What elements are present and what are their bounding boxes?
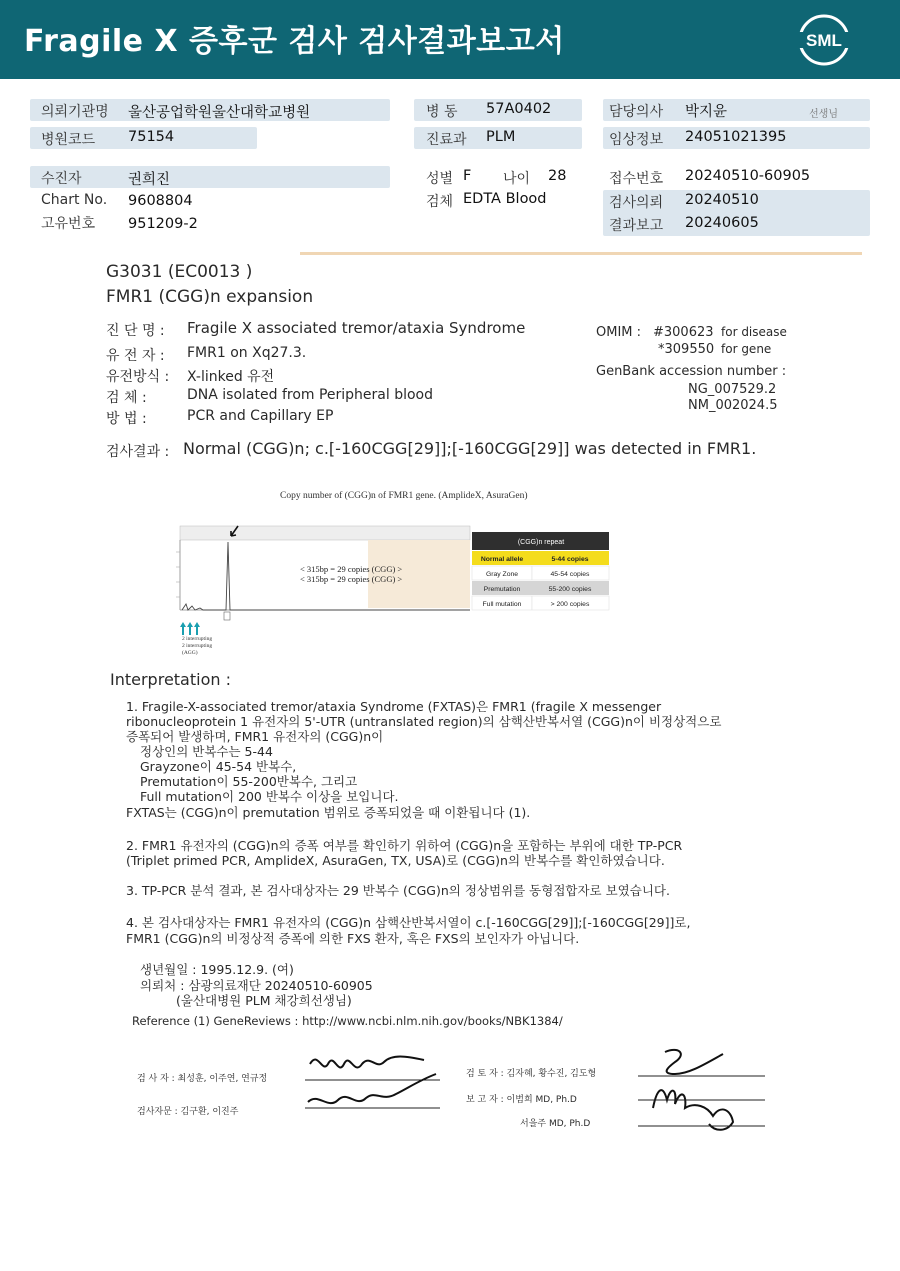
- arrow-note-2: 2 interrupting: [182, 643, 213, 649]
- test-name: FMR1 (CGG)n expansion: [106, 287, 314, 307]
- gene-value: FMR1 on Xq27.3.: [187, 345, 307, 361]
- sml-logo: [796, 12, 852, 68]
- repeat-row-value-3: > 200 copies: [550, 601, 590, 608]
- repeat-row-name-0: Normal allele: [480, 556, 524, 563]
- repeat-row-name-3: Full mutation: [482, 601, 522, 608]
- patient-value: 권희진: [128, 172, 171, 188]
- diag-label: 진 단 명 :: [106, 323, 165, 339]
- code-label: 병원코드: [41, 132, 96, 148]
- patient-row: [30, 166, 390, 188]
- clinical-label: 임상정보: [609, 132, 664, 148]
- report-title: Fragile X 증후군 검사 검사결과보고서: [24, 24, 565, 59]
- report-value: 20240605: [685, 215, 759, 231]
- receipt-label: 접수번호: [609, 171, 664, 187]
- diag-value: Fragile X associated tremor/ataxia Syndrome: [187, 319, 526, 337]
- sample-label: 검 체 :: [106, 390, 147, 406]
- interp-p1-line6: Premutation이 55-200반복수, 그리고: [140, 774, 358, 789]
- age-value: 28: [548, 168, 567, 184]
- repeat-row-name-1: Gray Zone: [485, 571, 519, 578]
- clinical-value: 24051021395: [685, 129, 787, 145]
- specimen-value: EDTA Blood: [463, 191, 547, 207]
- omim-gene: *309550: [658, 342, 715, 357]
- figure-caption: Copy number of (CGG)n of FMR1 gene. (AmplideX, AsuraGen): [280, 491, 528, 501]
- doctor-value: 박지윤: [685, 104, 728, 120]
- omim-gene-note: for gene: [721, 342, 772, 356]
- age-label: 나이: [503, 171, 531, 187]
- gene-label: 유 전 자 :: [106, 348, 165, 364]
- inherit-value: X-linked 유전: [187, 369, 275, 385]
- arrow-note-1: 2 interrupting: [182, 636, 213, 642]
- doctor-label: 담당의사: [609, 104, 664, 120]
- result-value: Normal (CGG)n; c.[-160CGG[29]];[-160CGG[29]] was detected in FMR1.: [183, 439, 757, 458]
- uid-value: 951209-2: [128, 216, 198, 232]
- doctor-suffix: 선생님: [809, 109, 838, 120]
- tester-names: 검 사 자 : 최성훈, 이주연, 연규정: [137, 1074, 268, 1084]
- arrow-note-3: (AGG): [182, 650, 198, 656]
- sample-value: DNA isolated from Peripheral blood: [187, 387, 434, 403]
- repeat-row-value-0: 5-44 copies: [551, 556, 589, 563]
- repeat-row-value-1: 45-54 copies: [550, 571, 590, 578]
- repeat-row-value-2: 55-200 copies: [548, 586, 592, 593]
- reporter-name-2: 서을주 MD, Ph.D: [520, 1119, 591, 1129]
- interp-p1-line3: 증폭되어 발생하며, FMR1 유전자의 (CGG)n이: [126, 729, 384, 744]
- omim-disease-note: for disease: [721, 325, 787, 339]
- dept-label: 진료과: [426, 132, 467, 148]
- sex-label: 성별: [426, 171, 454, 187]
- interp-p1-line4: 정상인의 반복수는 5-44: [140, 744, 273, 759]
- receipt-value: 20240510-60905: [685, 168, 811, 184]
- interp-p2-line1: 2. FMR1 유전자의 (CGG)n의 증폭 여부를 확인하기 위하여 (CGG)n을 포함하는 부위에 대한 TP-PCR: [126, 838, 683, 853]
- ward-value: 57A0402: [486, 101, 552, 117]
- org-label: 의뢰기관명: [41, 104, 109, 120]
- dept-value: PLM: [486, 129, 516, 145]
- tester-signature: [300, 1042, 450, 1118]
- inherit-label: 유전방식 :: [106, 369, 170, 385]
- genbank-ng: NG_007529.2: [688, 382, 777, 397]
- patient-label: 수진자: [41, 171, 82, 187]
- omim-label: OMIM :: [596, 325, 642, 340]
- logo-text: SML: [806, 31, 842, 50]
- genbank-label: GenBank accession number :: [596, 364, 787, 379]
- org-value: 울산공업학원울산대학교병원: [128, 105, 311, 121]
- report-label: 결과보고: [609, 218, 664, 234]
- request-value: 20240510: [685, 192, 759, 208]
- repeat-table-header: (CGG)n repeat: [517, 539, 565, 546]
- method-value: PCR and Capillary EP: [187, 408, 334, 424]
- request-label: 검사의뢰: [609, 195, 664, 211]
- birth-date: 생년월일 : 1995.12.9. (여): [140, 962, 294, 977]
- interp-p1-line2: ribonucleoprotein 1 유전자의 5'-UTR (untranslated region)의 삼핵산반복서열 (CGG)n이 비정상적으로: [126, 714, 722, 729]
- repeat-row-name-2: Premutation: [483, 586, 521, 593]
- specimen-label: 검체: [426, 194, 454, 210]
- chart-value: 9608804: [128, 193, 193, 209]
- electropherogram: [168, 522, 618, 662]
- reference: Reference (1) GeneReviews : http://www.ncbi.nlm.nih.gov/books/NBK1384/: [132, 1014, 563, 1028]
- interp-p1-line1: 1. Fragile-X-associated tremor/ataxia Syndrome (FXTAS)은 FMR1 (fragile X messenger: [126, 699, 662, 714]
- interpretation-title: Interpretation :: [110, 670, 231, 689]
- interp-p2-line2: (Triplet primed PCR, AmplideX, AsuraGen, TX, USA)로 (CGG)n의 반복수를 확인하였습니다.: [126, 853, 665, 868]
- test-code: G3031 (EC0013 ): [106, 262, 253, 282]
- divider: [300, 252, 862, 255]
- reviewer-names: 검 토 자 : 김자혜, 황수진, 김도형: [466, 1069, 597, 1079]
- interp-p1-line7: Full mutation이 200 반복수 이상을 보입니다.: [140, 789, 399, 804]
- interp-p4-line2: FMR1 (CGG)n의 비정상적 증폭에 의한 FXS 환자, 혹은 FXS의 보인자가 아닙니다.: [126, 931, 580, 946]
- reporter-name-1: 보 고 자 : 이범희 MD, Ph.D: [466, 1095, 577, 1105]
- method-label: 방 법 :: [106, 411, 147, 427]
- peak-label-1: < 315bp = 29 copies (CGG) >: [300, 564, 403, 574]
- advisor-names: 검사자문 : 김구환, 이진주: [137, 1107, 239, 1117]
- sex-value: F: [463, 168, 472, 184]
- peak-label-2: < 315bp = 29 copies (CGG) >: [300, 574, 403, 584]
- uid-label: 고유번호: [41, 216, 96, 232]
- chart-label: Chart No.: [41, 192, 108, 208]
- requester: 의뢰처 : 삼광의료재단 20240510-60905: [140, 978, 373, 993]
- reviewer-signature: [635, 1042, 770, 1132]
- requester-detail: (울산대병원 PLM 채강희선생님): [176, 993, 352, 1008]
- interp-p1-line8: FXTAS는 (CGG)n이 premutation 범위로 증폭되었을 때 이환됩니다 (1).: [126, 805, 531, 820]
- omim-disease: #300623: [653, 325, 714, 340]
- result-label: 검사결과 :: [106, 444, 170, 460]
- genbank-nm: NM_002024.5: [688, 398, 778, 413]
- interp-p3-line1: 3. TP-PCR 분석 결과, 본 검사대상자는 29 반복수 (CGG)n의 정상범위를 동형접합자로 보였습니다.: [126, 883, 670, 898]
- code-value: 75154: [128, 129, 175, 145]
- ward-label: 병 동: [426, 104, 458, 120]
- interp-p1-line5: Grayzone이 45-54 반복수,: [140, 759, 297, 774]
- interp-p4-line1: 4. 본 검사대상자는 FMR1 유전자의 (CGG)n 삼핵산반복서열이 c.[-160CGG[29]];[-160CGG[29]]로,: [126, 915, 691, 930]
